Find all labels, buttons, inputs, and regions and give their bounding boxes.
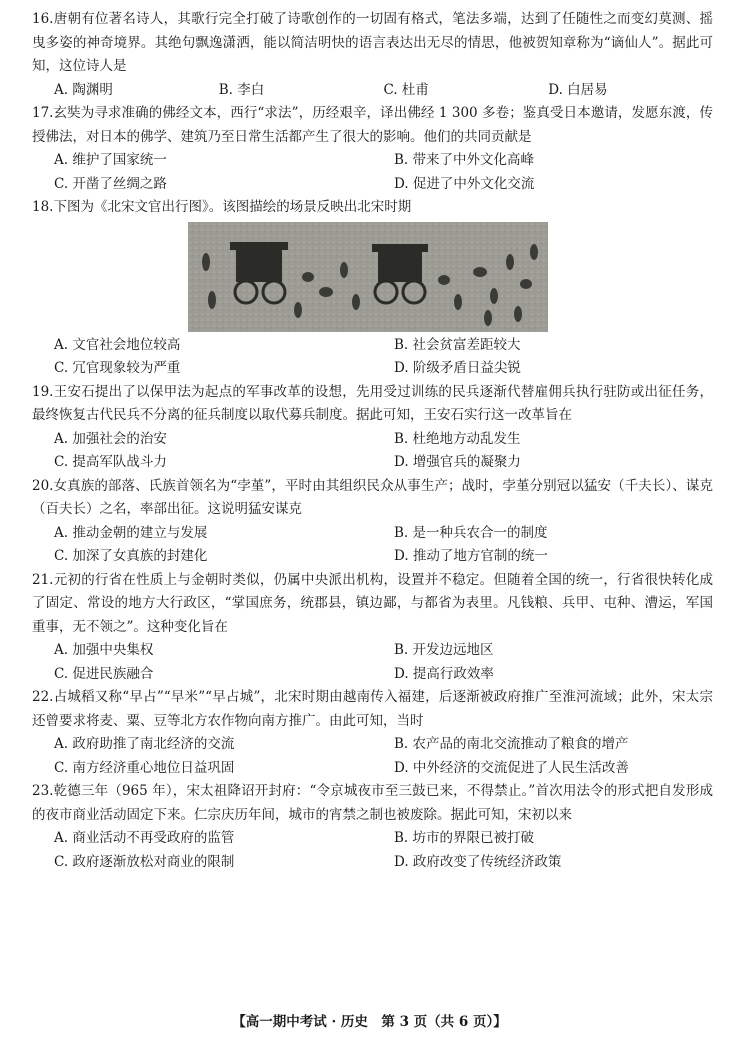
question-stem: 21.元初的行省在性质上与金朝时类似，仍属中央派出机构，设置并不稳定。但随着全国的统一，行省很快转化成了固定、常设的地方大行政区，“掌国庶务，统郡县，镇边鄙，与都省为表里。凡钱粮、兵甲、屯种、漕运，军国重事，无不领之”。这种变化旨在 <box>32 571 713 635</box>
question-stem: 16.唐朝有位著名诗人，其歌行完全打破了诗歌创作的一切固有格式，笔法多端，达到了任随性之而变幻莫测、摇曳多姿的神奇境界。其绝句飘逸潇洒，能以简洁明快的语言表达出无尽的情思，他被贺知章称为“谪仙人”。据此可知，这位诗人是 <box>32 11 713 74</box>
option-c: C. 政府逐渐放松对商业的限制 <box>54 853 235 870</box>
question-20 <box>32 475 713 569</box>
option-a: A. 陶渊明 <box>54 81 113 98</box>
question-18 <box>32 196 713 381</box>
option-b: B. 坊市的界限已被打破 <box>394 830 535 846</box>
option-d: D. 提高行政效率 <box>394 665 494 682</box>
options-row <box>32 79 713 103</box>
options-grid <box>32 149 713 196</box>
option-a: A. 政府助推了南北经济的交流 <box>54 736 235 752</box>
options-grid <box>32 334 713 381</box>
option-b: B. 杜绝地方动乱发生 <box>394 430 521 447</box>
option-b: B. 李白 <box>218 81 265 98</box>
option-a: A. 维护了国家统一 <box>54 152 167 168</box>
question-stem: 17.玄奘为寻求准确的佛经文本，西行“求法”，历经艰辛，译出佛经 1 300 多卷；鉴真受日本邀请，发愿东渡，传授佛法，对日本的佛学、建筑乃至日常生活都产生了很大的影响。他们的共同贡献是 <box>32 105 713 145</box>
question-17 <box>32 102 713 196</box>
option-c: C. 开凿了丝绸之路 <box>54 175 167 192</box>
options-grid <box>32 827 713 874</box>
option-d: D. 中外经济的交流促进了人民生活改善 <box>394 759 629 776</box>
option-a: A. 加强社会的治安 <box>54 430 167 447</box>
option-d: D. 促进了中外文化交流 <box>394 175 535 192</box>
option-d: D. 白居易 <box>548 81 608 98</box>
option-d: D. 阶级矛盾日益尖锐 <box>394 360 521 376</box>
painting-illustration <box>188 222 548 332</box>
question-stem: 23.乾德三年（965 年），宋太祖降诏开封府：“令京城夜市至三鼓已来，不得禁止。”首次用法令的形式把自发形成的夜市商业活动固定下来。仁宗庆历年间，城市的宵禁之制也被废除。据此可知，宋初以来 <box>32 783 713 823</box>
option-c: C. 提高军队战斗力 <box>54 454 167 470</box>
question-21 <box>32 569 713 687</box>
question-stem: 19.王安石提出了以保甲法为起点的军事改革的设想，先用受过训练的民兵逐渐代替雇佣兵执行驻防或出征任务，最终恢复古代民兵不分离的征兵制度以取代募兵制度。据此可知，王安石实行这一改革旨在 <box>32 383 713 423</box>
option-b: B. 是一种兵农合一的制度 <box>394 524 548 541</box>
option-a: A. 加强中央集权 <box>54 642 154 658</box>
options-grid <box>32 428 713 475</box>
option-c: C. 南方经济重心地位日益巩固 <box>54 759 235 776</box>
option-a: A. 推动金朝的建立与发展 <box>54 524 208 541</box>
question-19 <box>32 381 713 475</box>
options-grid <box>32 733 713 780</box>
option-d: D. 推动了地方官制的统一 <box>394 548 548 564</box>
question-16 <box>32 8 713 102</box>
options-grid <box>32 639 713 686</box>
option-d: D. 增强官兵的凝聚力 <box>394 454 521 470</box>
option-a: A. 文官社会地位较高 <box>54 336 181 353</box>
question-23 <box>32 780 713 874</box>
option-c: C. 冗官现象较为严重 <box>54 360 181 376</box>
options-grid <box>32 522 713 569</box>
option-b: B. 社会贫富差距较大 <box>394 336 521 353</box>
page-footer: 【高一期中考试 · 历史 第 3 页（共 6 页）】 <box>232 1014 507 1030</box>
option-b: B. 农产品的南北交流推动了粮食的增产 <box>394 736 629 752</box>
option-c: C. 加深了女真族的封建化 <box>54 548 208 564</box>
question-stem: 22.占城稻又称“早占”“早米”“早占城”，北宋时期由越南传入福建，后逐渐被政府推广至淮河流域；此外，宋太宗还曾要求将麦、粟、豆等北方农作物向南方推广。由此可知，当时 <box>32 689 713 729</box>
question-22 <box>32 686 713 780</box>
option-b: B. 开发边远地区 <box>394 642 494 658</box>
question-stem: 20.女真族的部落、氏族首领名为“孛堇”，平时由其组织民众从事生产；战时，孛堇分别冠以猛安（千夫长）、谋克（百夫长）之名，率部出征。这说明猛安谋克 <box>32 477 713 517</box>
option-c: C. 杜甫 <box>383 81 429 98</box>
option-c: C. 促进民族融合 <box>54 665 154 682</box>
question-stem: 18.下图为《北宋文官出行图》。该图描绘的场景反映出北宋时期 <box>32 199 412 215</box>
option-d: D. 政府改变了传统经济政策 <box>394 853 562 870</box>
option-b: B. 带来了中外文化高峰 <box>394 152 535 168</box>
option-a: A. 商业活动不再受政府的监管 <box>54 830 235 846</box>
painting-image <box>188 222 548 332</box>
